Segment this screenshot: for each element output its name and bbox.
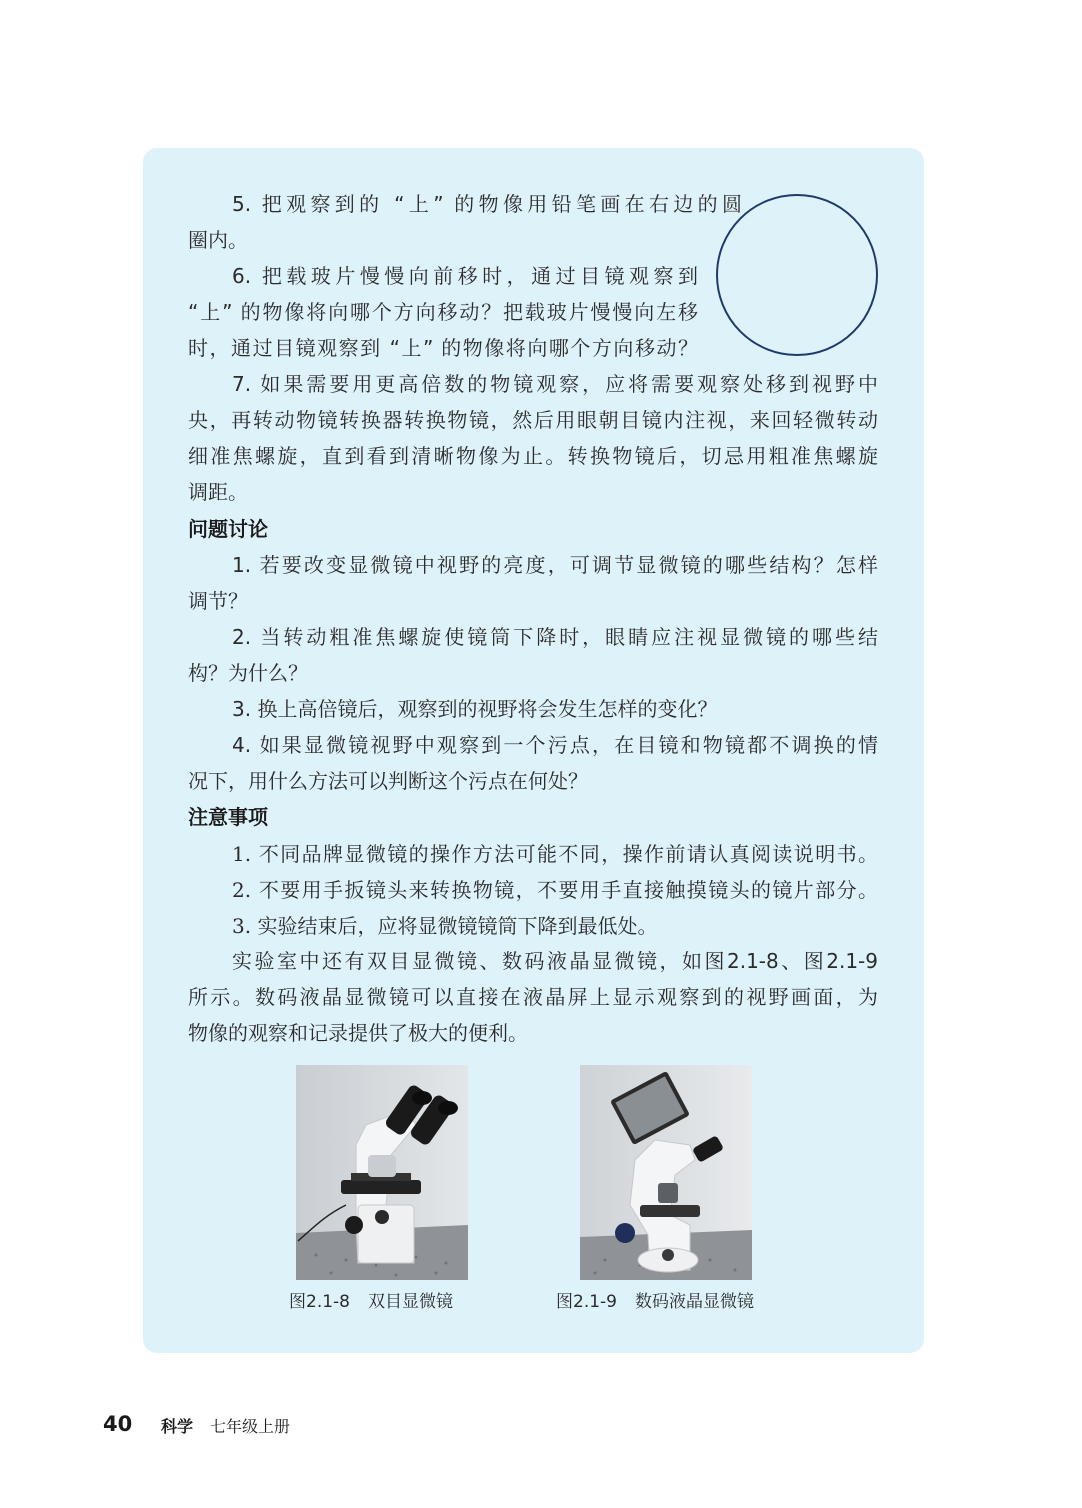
question-1-line-2: 调节？ xyxy=(188,589,248,613)
book-subject: 科学 xyxy=(161,1417,194,1436)
step-6-line-2: “上” 的物像将向哪个方向移动？把载玻片慢慢向左移 xyxy=(188,300,698,324)
step-7-line-4: 调距。 xyxy=(188,480,248,504)
question-2-line-2: 构？为什么？ xyxy=(188,661,308,685)
question-2-line-1: 2. 当转动粗准焦螺旋使镜筒下降时，眼睛应注视显微镜的哪些结 xyxy=(232,625,878,649)
question-1-line-1: 1. 若要改变显微镜中视野的亮度，可调节显微镜的哪些结构？怎样 xyxy=(232,553,878,577)
notes-heading: 注意事项 xyxy=(188,805,268,829)
figure-2-1-9-caption xyxy=(556,1290,754,1314)
figure-2-1-8-title: 双目显微镜 xyxy=(368,1292,453,1312)
page-number: 40 xyxy=(103,1412,133,1436)
question-4-line-1: 4. 如果显微镜视野中观察到一个污点，在目镜和物镜都不调换的情 xyxy=(232,733,878,757)
step-6-line-1: 6. 把载玻片慢慢向前移时，通过目镜观察到 xyxy=(232,264,698,288)
question-4-line-2: 况下，用什么方法可以判断这个污点在何处？ xyxy=(188,769,588,793)
step-5-line-2: 圈内。 xyxy=(188,228,248,252)
digital-lcd-microscope-photo xyxy=(580,1065,752,1280)
step-7-line-1: 7. 如果需要用更高倍数的物镜观察，应将需要观察处移到视野中 xyxy=(232,372,878,396)
step-7-line-3: 细准焦螺旋，直到看到清晰物像为止。转换物镜后，切忌用粗准焦螺旋 xyxy=(188,444,878,468)
step-7-line-2: 央，再转动物镜转换器转换物镜，然后用眼朝目镜内注视，来回轻微转动 xyxy=(188,408,878,432)
note-2: 2. 不要用手扳镜头来转换物镜，不要用手直接触摸镜头的镜片部分。 xyxy=(232,878,878,902)
binocular-microscope-photo xyxy=(296,1065,468,1280)
intro-line-2: 所示。数码液晶显微镜可以直接在液晶屏上显示观察到的视野画面，为 xyxy=(188,985,878,1009)
intro-line-1: 实验室中还有双目显微镜、数码液晶显微镜，如图2.1-8、图2.1-9 xyxy=(232,949,878,973)
figure-2-1-9-number: 图2.1-9 xyxy=(556,1292,617,1312)
question-3-line-1: 3. 换上高倍镜后，观察到的视野将会发生怎样的变化？ xyxy=(232,697,718,721)
figure-2-1-8-number: 图2.1-8 xyxy=(289,1292,350,1312)
figure-2-1-8-caption xyxy=(289,1290,453,1314)
step-5-line-1: 5. 把观察到的 “上” 的物像用铅笔画在右边的圆 xyxy=(232,192,742,216)
step-6-line-3: 时，通过目镜观察到 “上” 的物像将向哪个方向移动？ xyxy=(188,336,698,360)
intro-line-3: 物像的观察和记录提供了极大的便利。 xyxy=(188,1021,528,1045)
note-3: 3. 实验结束后，应将显微镜镜筒下降到最低处。 xyxy=(232,914,658,938)
discussion-heading: 问题讨论 xyxy=(188,517,268,541)
figure-2-1-9-title: 数码液晶显微镜 xyxy=(635,1292,754,1312)
book-grade: 七年级上册 xyxy=(210,1417,291,1436)
note-1: 1. 不同品牌显微镜的操作方法可能不同，操作前请认真阅读说明书。 xyxy=(232,842,878,866)
